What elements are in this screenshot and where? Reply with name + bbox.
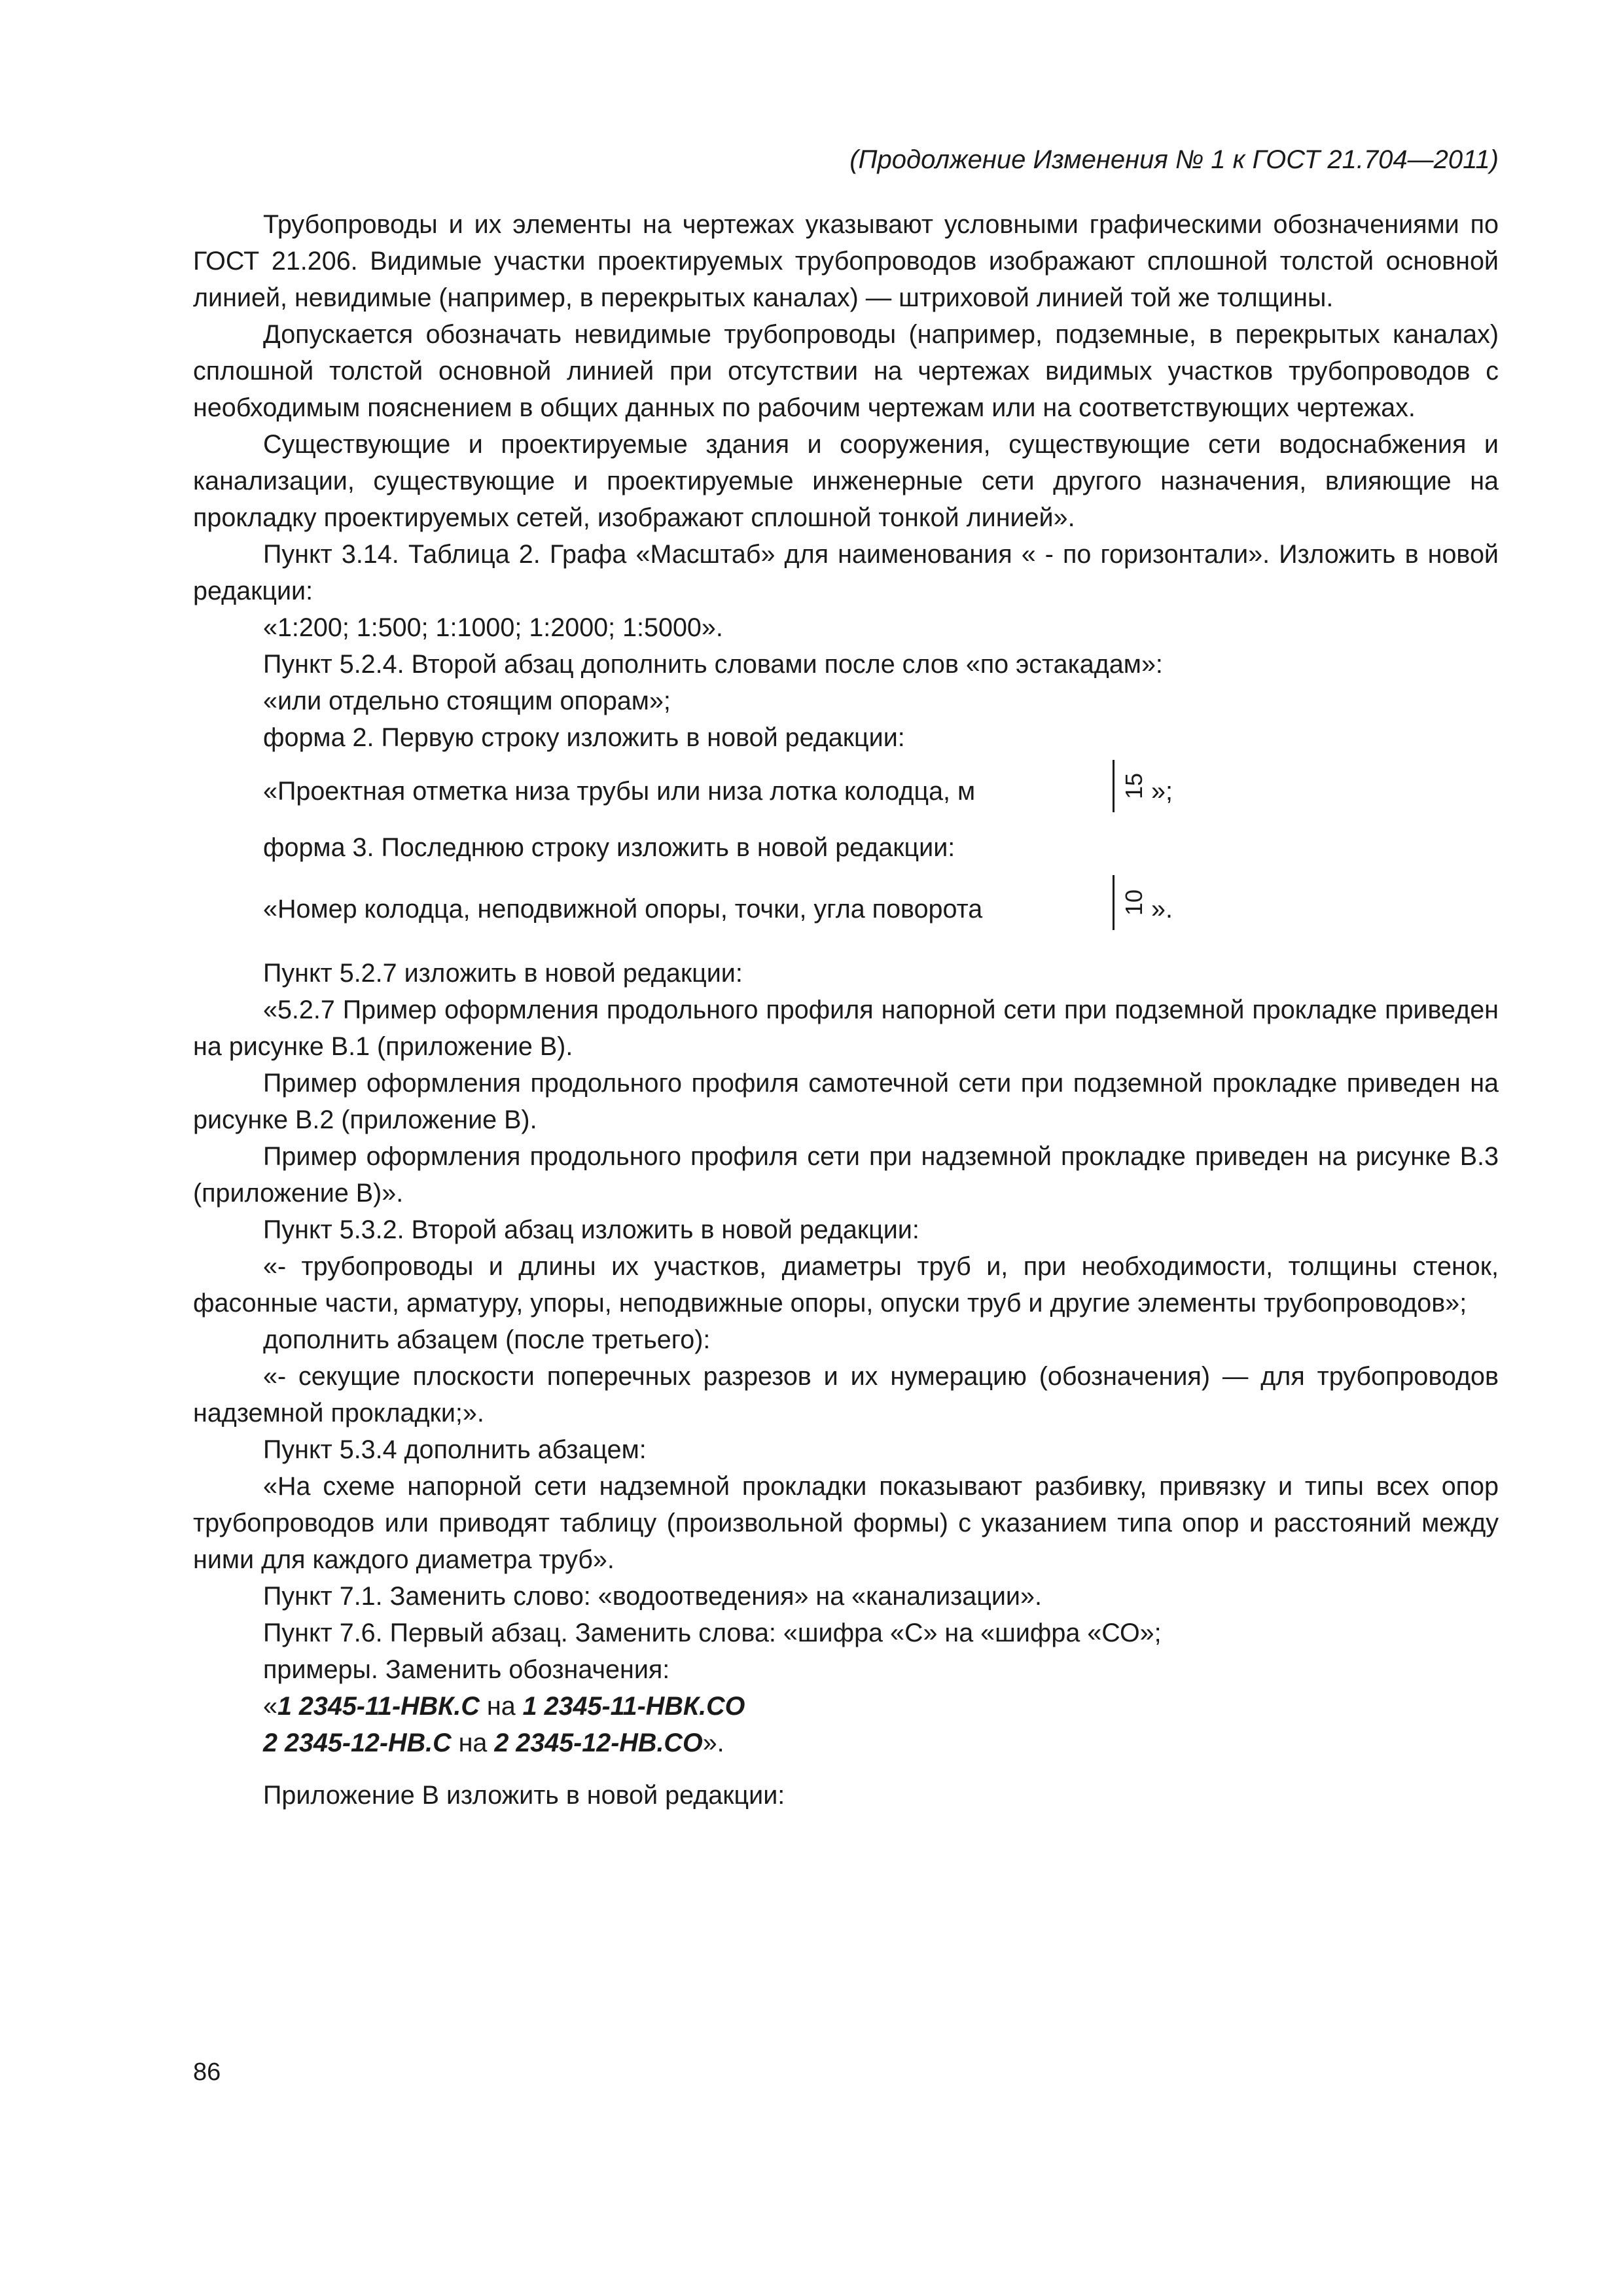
text-line: Пункт 5.3.2. Второй абзац изложить в новой редакции: xyxy=(263,1215,919,1244)
code-old: 2 2345-12-НВ.С xyxy=(263,1729,452,1757)
close-quote: ». xyxy=(702,1729,724,1757)
word-on: на xyxy=(479,1692,523,1721)
text-line: форма 3. Последнюю строку изложить в новой редакции: xyxy=(263,833,955,862)
running-header: (Продолжение Изменения № 1 к ГОСТ 21.704—2011) xyxy=(849,145,1499,174)
form2-text: «Проектная отметка низа трубы или низа лотка колодца, м xyxy=(263,777,976,806)
form2-row xyxy=(193,756,1499,829)
form3-row xyxy=(193,866,1499,939)
text-line: примеры. Заменить обозначения: xyxy=(263,1655,670,1684)
form3-divider xyxy=(1113,875,1115,930)
paragraph: «- секущие плоскости поперечных разрезов и их нумерацию (обозначения) — для трубопроводов надземной прокладки;». xyxy=(193,1362,1499,1427)
paragraph: Допускается обозначать невидимые трубопроводы (например, подземные, в перекрытых каналах) сплошной толстой основной линией при отсутствии на чертежах видимых участков трубопроводов с необходимым пояснением в общих данных по рабочим чертежам или на соответствующих чертежах. xyxy=(193,320,1499,422)
code-replacement-line xyxy=(193,1725,1499,1761)
code-new: 2 2345-12-НВ.СО xyxy=(494,1729,703,1757)
code-new: 1 2345-11-НВК.СО xyxy=(522,1692,745,1721)
paragraph: Пример оформления продольного профиля сети при надземной прокладке приведен на рисунке В.3 (приложение В)». xyxy=(193,1142,1499,1208)
paragraph: Существующие и проектируемые здания и сооружения, существующие сети водоснабжения и канализации, существующие и проектируемые инженерные сети другого назначения, влияющие на прокладку проектируемых сетей, изображают сплошной тонкой линией». xyxy=(193,430,1499,532)
page-number: 86 xyxy=(193,2058,221,2086)
form3-tail: ». xyxy=(1151,895,1173,924)
form2-divider xyxy=(1113,760,1115,812)
paragraph: Пример оформления продольного профиля самотечной сети при подземной прокладке приведен на рисунке В.2 (приложение В). xyxy=(193,1069,1499,1134)
form2-size: 15 xyxy=(1120,772,1147,800)
text-line: Пункт 5.3.4 дополнить абзацем: xyxy=(263,1435,647,1464)
text-line: Пункт 7.1. Заменить слово: «водоотведения» на «канализации». xyxy=(263,1582,1042,1611)
word-on: на xyxy=(451,1729,495,1757)
text-line: Пункт 5.2.4. Второй абзац дополнить словами после слов «по эстакадам»: xyxy=(263,650,1163,679)
document-body xyxy=(193,206,1499,1814)
text-line: Приложение В изложить в новой редакции: xyxy=(263,1781,785,1810)
paragraph: «На схеме напорной сети надземной прокладки показывают разбивку, привязку и типы всех опор трубопроводов или приводят таблицу (произвольной формы) с указанием типа опор и расстояний между ними для каждого диаметра труб». xyxy=(193,1472,1499,1574)
paragraph: Пункт 3.14. Таблица 2. Графа «Масштаб» для наименования « - по горизонтали». Изложить в новой редакции: xyxy=(193,540,1499,605)
paragraph: «5.2.7 Пример оформления продольного профиля напорной сети при подземной прокладке приведен на рисунке В.1 (приложение В). xyxy=(193,996,1499,1061)
paragraph: «- трубопроводы и длины их участков, диаметры труб и, при необходимости, толщины стенок, фасонные части, арматуру, упоры, неподвижные опоры, опуски труб и другие элементы трубопроводов»; xyxy=(193,1252,1499,1318)
code-old: 1 2345-11-НВК.С xyxy=(277,1692,480,1721)
form2-tail: »; xyxy=(1151,777,1173,806)
text-line: Пункт 7.6. Первый абзац. Заменить слова: «шифра «С» на «шифра «СО»; xyxy=(263,1619,1162,1647)
text-line: форма 2. Первую строку изложить в новой редакции: xyxy=(263,723,905,752)
open-quote: « xyxy=(263,1692,277,1721)
scale-values: «1:200; 1:500; 1:1000; 1:2000; 1:5000». xyxy=(263,613,723,642)
form3-text: «Номер колодца, неподвижной опоры, точки, угла поворота xyxy=(263,895,983,924)
text-line: Пункт 5.2.7 изложить в новой редакции: xyxy=(263,959,743,988)
text-line: «или отдельно стоящим опорам»; xyxy=(263,687,671,715)
code-replacement-line xyxy=(193,1688,1499,1725)
form3-size: 10 xyxy=(1120,889,1147,916)
paragraph: Трубопроводы и их элементы на чертежах указывают условными графическими обозначениями по ГОСТ 21.206. Видимые участки проектируемых трубопроводов изображают сплошной толстой основной линией, невидимые (например, в перекрытых каналах) — штриховой линией той же толщины. xyxy=(193,210,1499,312)
text-line: дополнить абзацем (после третьего): xyxy=(263,1325,711,1354)
